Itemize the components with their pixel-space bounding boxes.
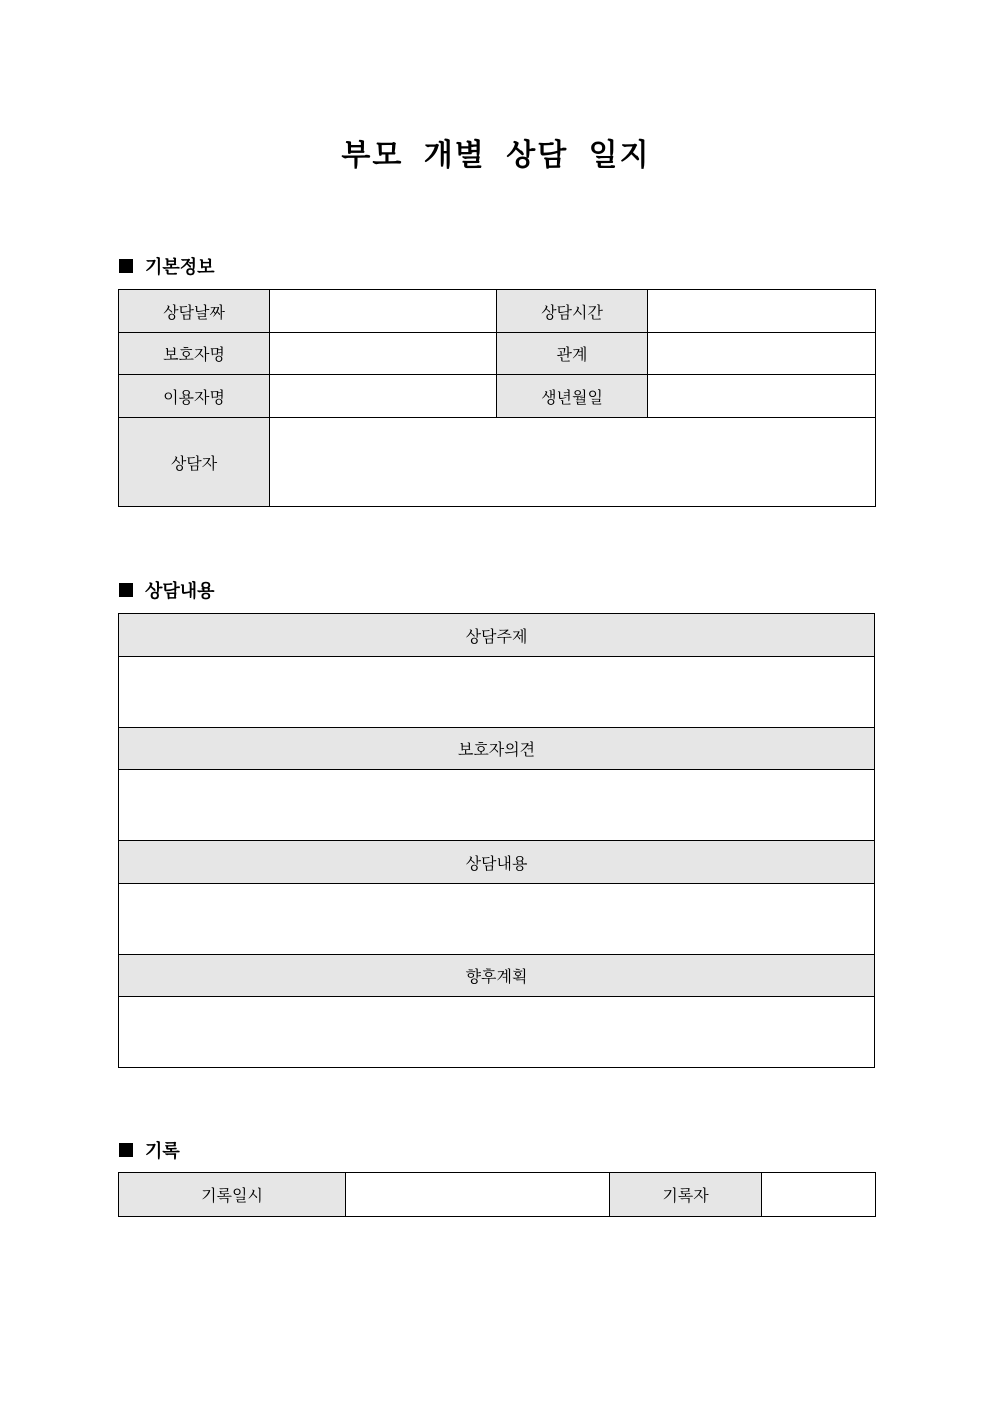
consult-date-label: 상담날짜 <box>119 290 270 333</box>
user-name-label: 이용자명 <box>119 375 270 418</box>
table-row <box>119 657 875 728</box>
content-label: 상담내용 <box>119 841 875 884</box>
page-title: 부모 개별 상담 일지 <box>341 138 651 173</box>
future-plan-field[interactable] <box>119 997 875 1068</box>
birthdate-field[interactable] <box>648 375 876 418</box>
table-row <box>119 770 875 841</box>
section-heading-record <box>119 1137 180 1163</box>
guardian-opinion-field[interactable] <box>119 770 875 841</box>
guardian-name-field[interactable] <box>270 333 497 375</box>
topic-label: 상담주제 <box>119 614 875 657</box>
section-heading-label: 기록 <box>145 1141 180 1162</box>
counselor-label: 상담자 <box>119 418 270 507</box>
user-name-field[interactable] <box>270 375 497 418</box>
table-row <box>119 841 875 884</box>
table-row <box>119 955 875 997</box>
table-row <box>119 418 876 507</box>
consultation-table <box>118 613 875 1068</box>
section-heading-basic-info <box>119 253 215 279</box>
section-heading-label: 상담내용 <box>145 581 215 602</box>
table-row <box>119 884 875 955</box>
table-row <box>119 997 875 1068</box>
topic-field[interactable] <box>119 657 875 728</box>
consult-time-label: 상담시간 <box>497 290 648 333</box>
guardian-name-label: 보호자명 <box>119 333 270 375</box>
record-datetime-field[interactable] <box>346 1173 610 1217</box>
recorder-field[interactable] <box>762 1173 876 1217</box>
record-datetime-label: 기록일시 <box>119 1173 346 1217</box>
square-bullet-icon <box>119 583 133 597</box>
relationship-label: 관계 <box>497 333 648 375</box>
table-row <box>119 333 876 375</box>
square-bullet-icon <box>119 1143 133 1157</box>
table-row <box>119 290 876 333</box>
counselor-field[interactable] <box>270 418 876 507</box>
table-row <box>119 728 875 770</box>
square-bullet-icon <box>119 259 133 273</box>
table-row <box>119 614 875 657</box>
table-row <box>119 1173 876 1217</box>
section-heading-consultation <box>119 577 215 603</box>
content-field[interactable] <box>119 884 875 955</box>
basic-info-table <box>118 289 876 507</box>
birthdate-label: 생년월일 <box>497 375 648 418</box>
consult-date-field[interactable] <box>270 290 497 333</box>
recorder-label: 기록자 <box>610 1173 762 1217</box>
table-row <box>119 375 876 418</box>
relationship-field[interactable] <box>648 333 876 375</box>
section-heading-label: 기본정보 <box>145 257 215 278</box>
record-table <box>118 1172 876 1217</box>
guardian-opinion-label: 보호자의견 <box>119 728 875 770</box>
future-plan-label: 향후계획 <box>119 955 875 997</box>
consult-time-field[interactable] <box>648 290 876 333</box>
